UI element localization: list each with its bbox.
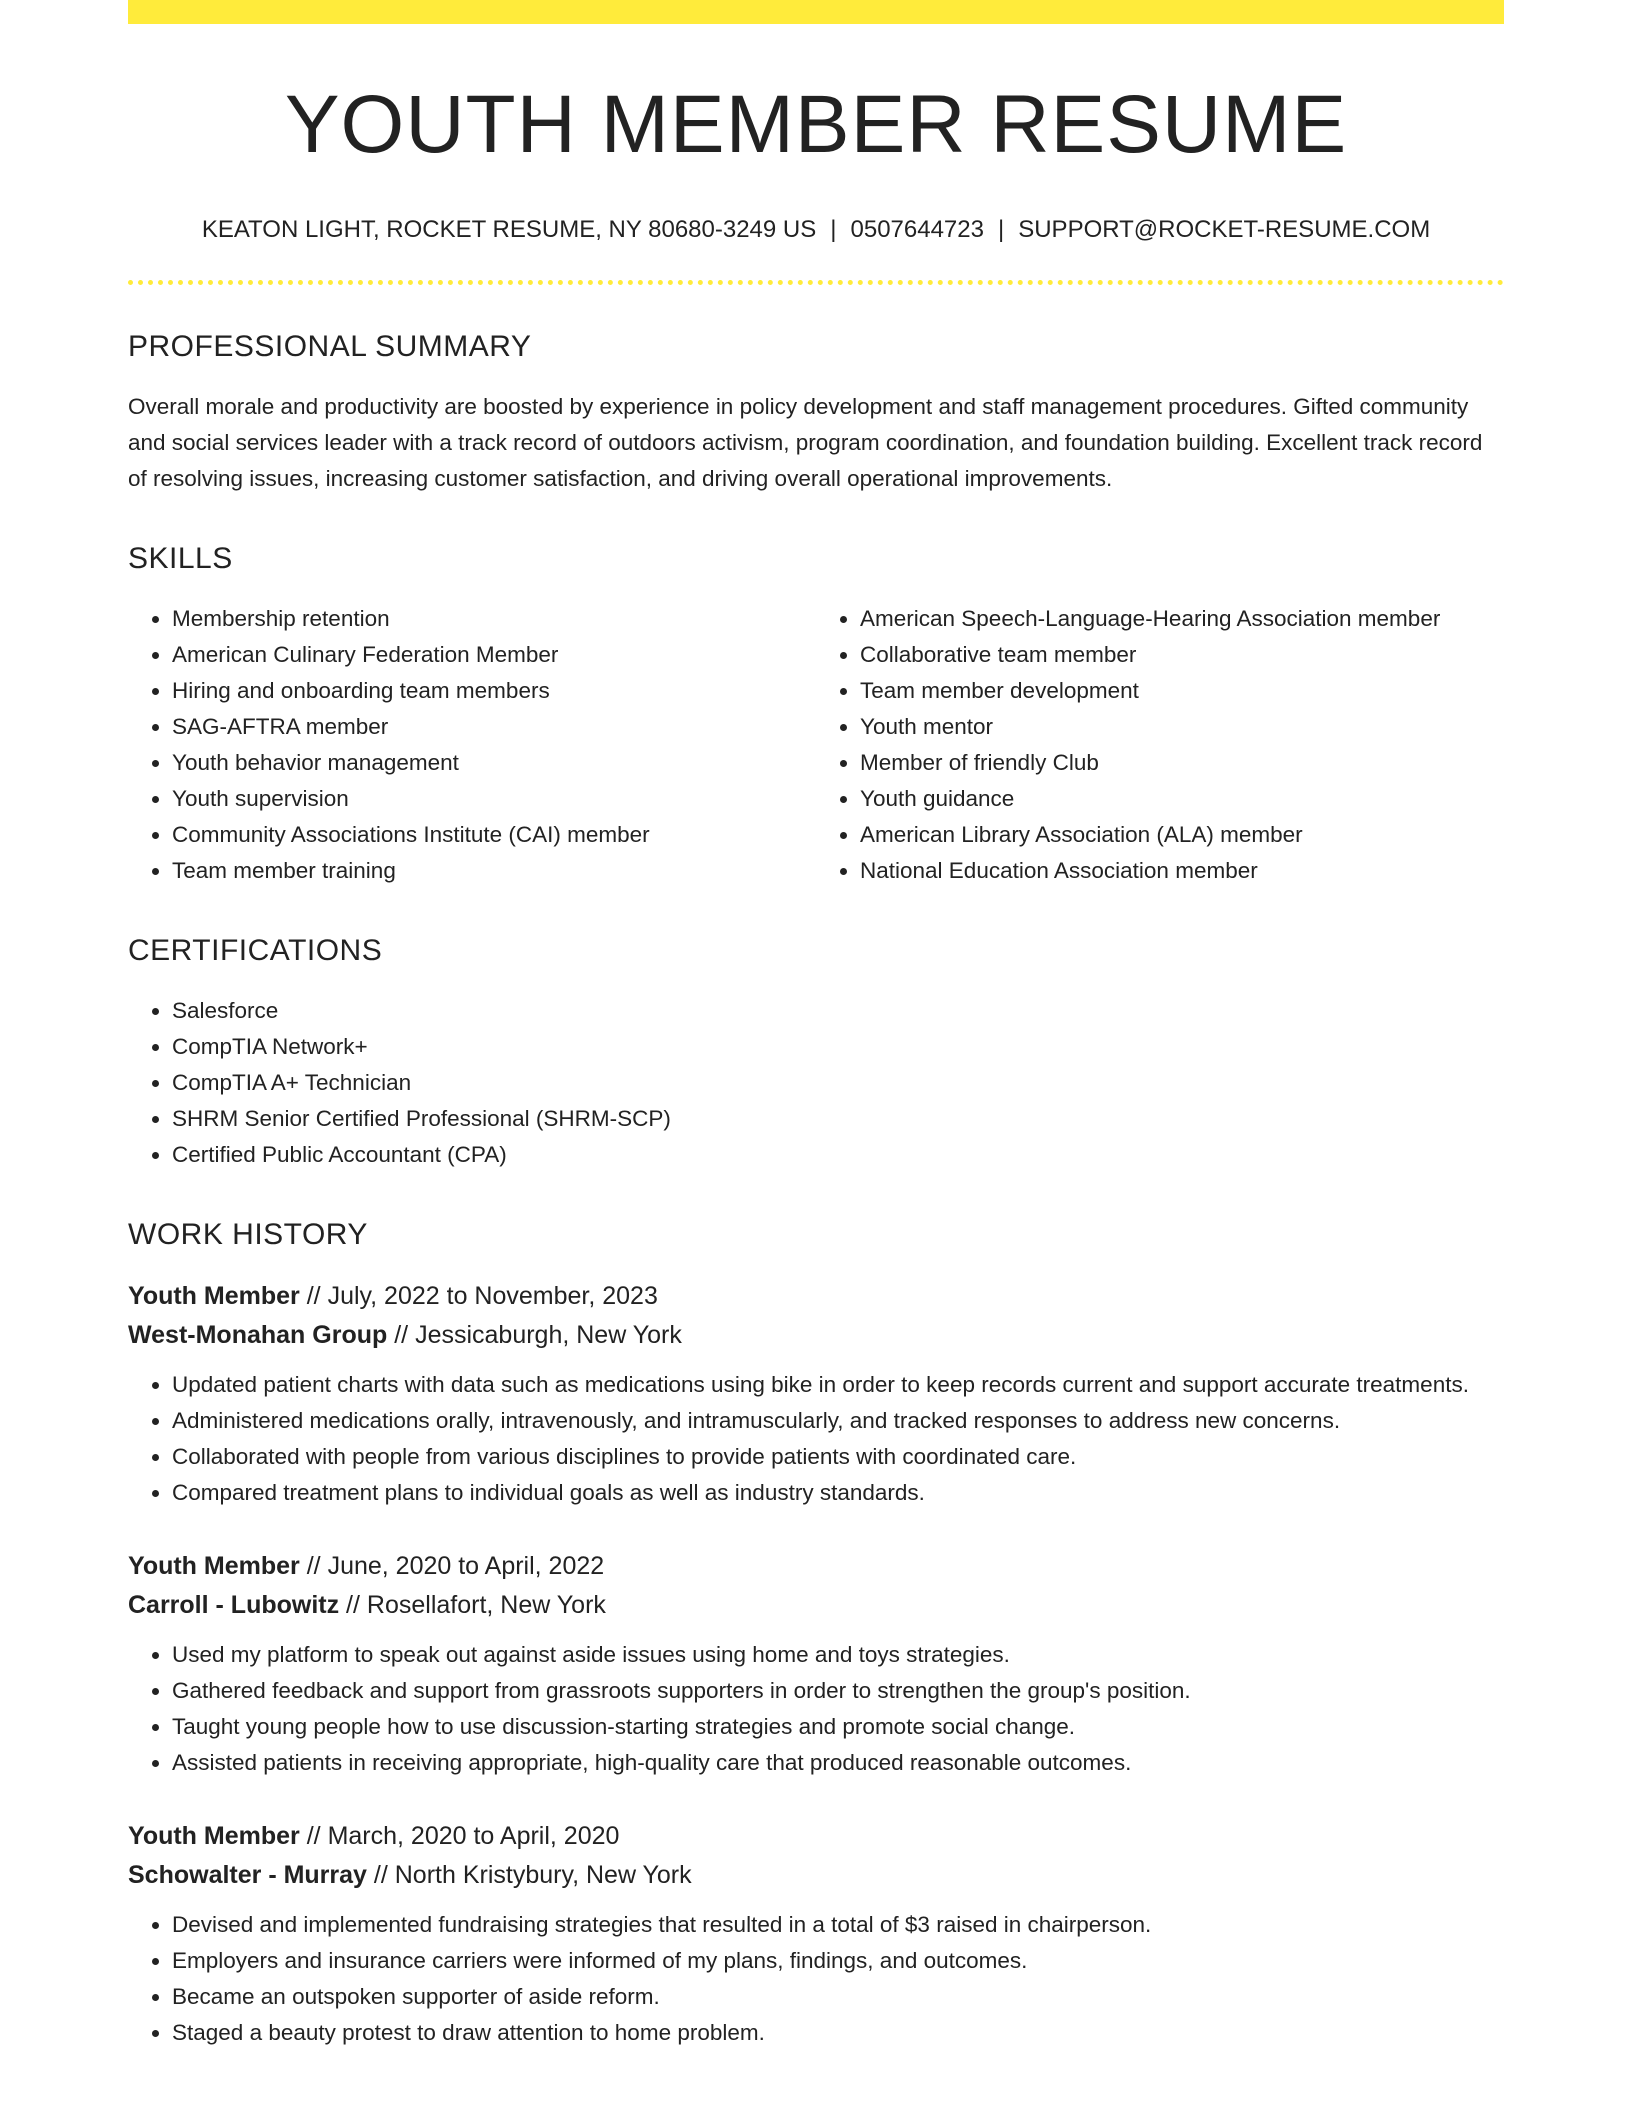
contact-email: SUPPORT@ROCKET-RESUME.COM	[1018, 216, 1431, 244]
dotted-divider	[128, 280, 1504, 285]
skill-item: • Community Associations Institute (CAI) member	[172, 817, 816, 853]
certifications-list	[128, 993, 1504, 1173]
job-bullets	[128, 1907, 1504, 2051]
skill-item: • SAG-AFTRA member	[172, 709, 816, 745]
skill-item: • American Speech-Language-Hearing Association member	[860, 601, 1504, 637]
job-bullets	[128, 1367, 1504, 1511]
job-location: Rosellafort, New York	[366, 1591, 606, 1620]
skill-item: • Youth mentor	[860, 709, 1504, 745]
contact-separator: |	[830, 216, 837, 244]
skill-item: • Youth guidance	[860, 781, 1504, 817]
skill-item: • American Culinary Federation Member	[172, 637, 816, 673]
job-title: Youth Member	[128, 1282, 300, 1311]
job-location: Jessicaburgh, New York	[415, 1321, 682, 1350]
job-bullet: • Gathered feedback and support from grassroots supporters in order to strengthen the group's position.	[172, 1673, 1504, 1709]
job-bullet: • Administered medications orally, intravenously, and intramuscularly, and tracked responses to address new concerns.	[172, 1403, 1504, 1439]
job-divider: //	[366, 1861, 395, 1890]
accent-bar	[128, 0, 1504, 24]
job-dates: March, 2020 to April, 2020	[327, 1822, 620, 1851]
job-title-line	[128, 1817, 1504, 1856]
job-title-line	[128, 1277, 1504, 1316]
summary-heading: PROFESSIONAL SUMMARY	[128, 330, 532, 364]
job-location: North Kristybury, New York	[394, 1861, 692, 1890]
certification-item: • CompTIA Network+	[172, 1029, 1504, 1065]
job-divider: //	[299, 1552, 328, 1581]
job-bullet: • Became an outspoken supporter of aside reform.	[172, 1979, 1504, 2015]
job-company-line	[128, 1586, 1504, 1625]
job-bullet: • Devised and implemented fundraising strategies that resulted in a total of $3 raised in chairperson.	[172, 1907, 1504, 1943]
skill-item: • Hiring and onboarding team members	[172, 673, 816, 709]
skills-grid	[128, 601, 1504, 889]
job-bullet: • Employers and insurance carriers were informed of my plans, findings, and outcomes.	[172, 1943, 1504, 1979]
skill-item: • Membership retention	[172, 601, 816, 637]
job-company-line	[128, 1856, 1504, 1895]
job-title: Youth Member	[128, 1552, 300, 1581]
job-title: Youth Member	[128, 1822, 300, 1851]
job-divider: //	[387, 1321, 416, 1350]
skill-item: • Team member training	[172, 853, 816, 889]
skill-item: • Youth supervision	[172, 781, 816, 817]
contact-line	[128, 214, 1504, 245]
summary-text: Overall morale and productivity are boosted by experience in policy development and staff management procedures. Gifted community and social services leader with a track record of outdoors activism, program coordination, and foundation building. Excellent track record of resolving issues, increasing customer satisfaction, and driving overall operational improvements.	[128, 394, 1483, 492]
skill-item: • Collaborative team member	[860, 637, 1504, 673]
job-company-line	[128, 1316, 1504, 1355]
certification-item: • Certified Public Accountant (CPA)	[172, 1137, 1504, 1173]
certification-item: • SHRM Senior Certified Professional (SHRM-SCP)	[172, 1101, 1504, 1137]
skills-list-left	[128, 601, 816, 889]
job-bullet: • Compared treatment plans to individual goals as well as industry standards.	[172, 1475, 1504, 1511]
job-divider: //	[339, 1591, 367, 1620]
job-dates: July, 2022 to November, 2023	[327, 1282, 658, 1311]
certification-item: • Salesforce	[172, 993, 1504, 1029]
job-company: West-Monahan Group	[128, 1321, 388, 1350]
resume-page	[128, 0, 1504, 2051]
certifications-heading: CERTIFICATIONS	[128, 934, 383, 968]
skill-item: • American Library Association (ALA) member	[860, 817, 1504, 853]
job-bullet: • Updated patient charts with data such as medications using bike in order to keep records current and support accurate treatments.	[172, 1367, 1504, 1403]
job-company: Schowalter - Murray	[128, 1861, 367, 1890]
job-divider: //	[299, 1282, 328, 1311]
job-bullet: • Taught young people how to use discussion-starting strategies and promote social change.	[172, 1709, 1504, 1745]
skill-item: • National Education Association member	[860, 853, 1504, 889]
skill-item: • Youth behavior management	[172, 745, 816, 781]
job-entry	[128, 1277, 1504, 1511]
skills-heading: SKILLS	[128, 542, 233, 576]
job-dates: June, 2020 to April, 2022	[327, 1552, 605, 1581]
skill-item: • Team member development	[860, 673, 1504, 709]
skills-column-left	[128, 601, 816, 889]
job-bullet: • Staged a beauty protest to draw attention to home problem.	[172, 2015, 1504, 2051]
page-title: YOUTH MEMBER RESUME	[284, 79, 1348, 170]
job-bullets	[128, 1637, 1504, 1781]
job-title-line	[128, 1547, 1504, 1586]
contact-phone: 0507644723	[850, 216, 984, 244]
work-history-heading: WORK HISTORY	[128, 1218, 368, 1252]
skills-column-right	[816, 601, 1504, 889]
job-bullet: • Collaborated with people from various disciplines to provide patients with coordinated care.	[172, 1439, 1504, 1475]
job-company: Carroll - Lubowitz	[128, 1591, 340, 1620]
job-entry	[128, 1547, 1504, 1781]
skill-item: • Member of friendly Club	[860, 745, 1504, 781]
job-bullet: • Assisted patients in receiving appropriate, high-quality care that produced reasonable outcomes.	[172, 1745, 1504, 1781]
job-entry	[128, 1817, 1504, 2051]
contact-address: KEATON LIGHT, ROCKET RESUME, NY 80680-3249 US	[201, 216, 817, 244]
certification-item: • CompTIA A+ Technician	[172, 1065, 1504, 1101]
contact-separator: |	[997, 216, 1005, 244]
skills-list-right	[816, 601, 1504, 889]
job-divider: //	[299, 1822, 328, 1851]
job-bullet: • Used my platform to speak out against aside issues using home and toys strategies.	[172, 1637, 1504, 1673]
